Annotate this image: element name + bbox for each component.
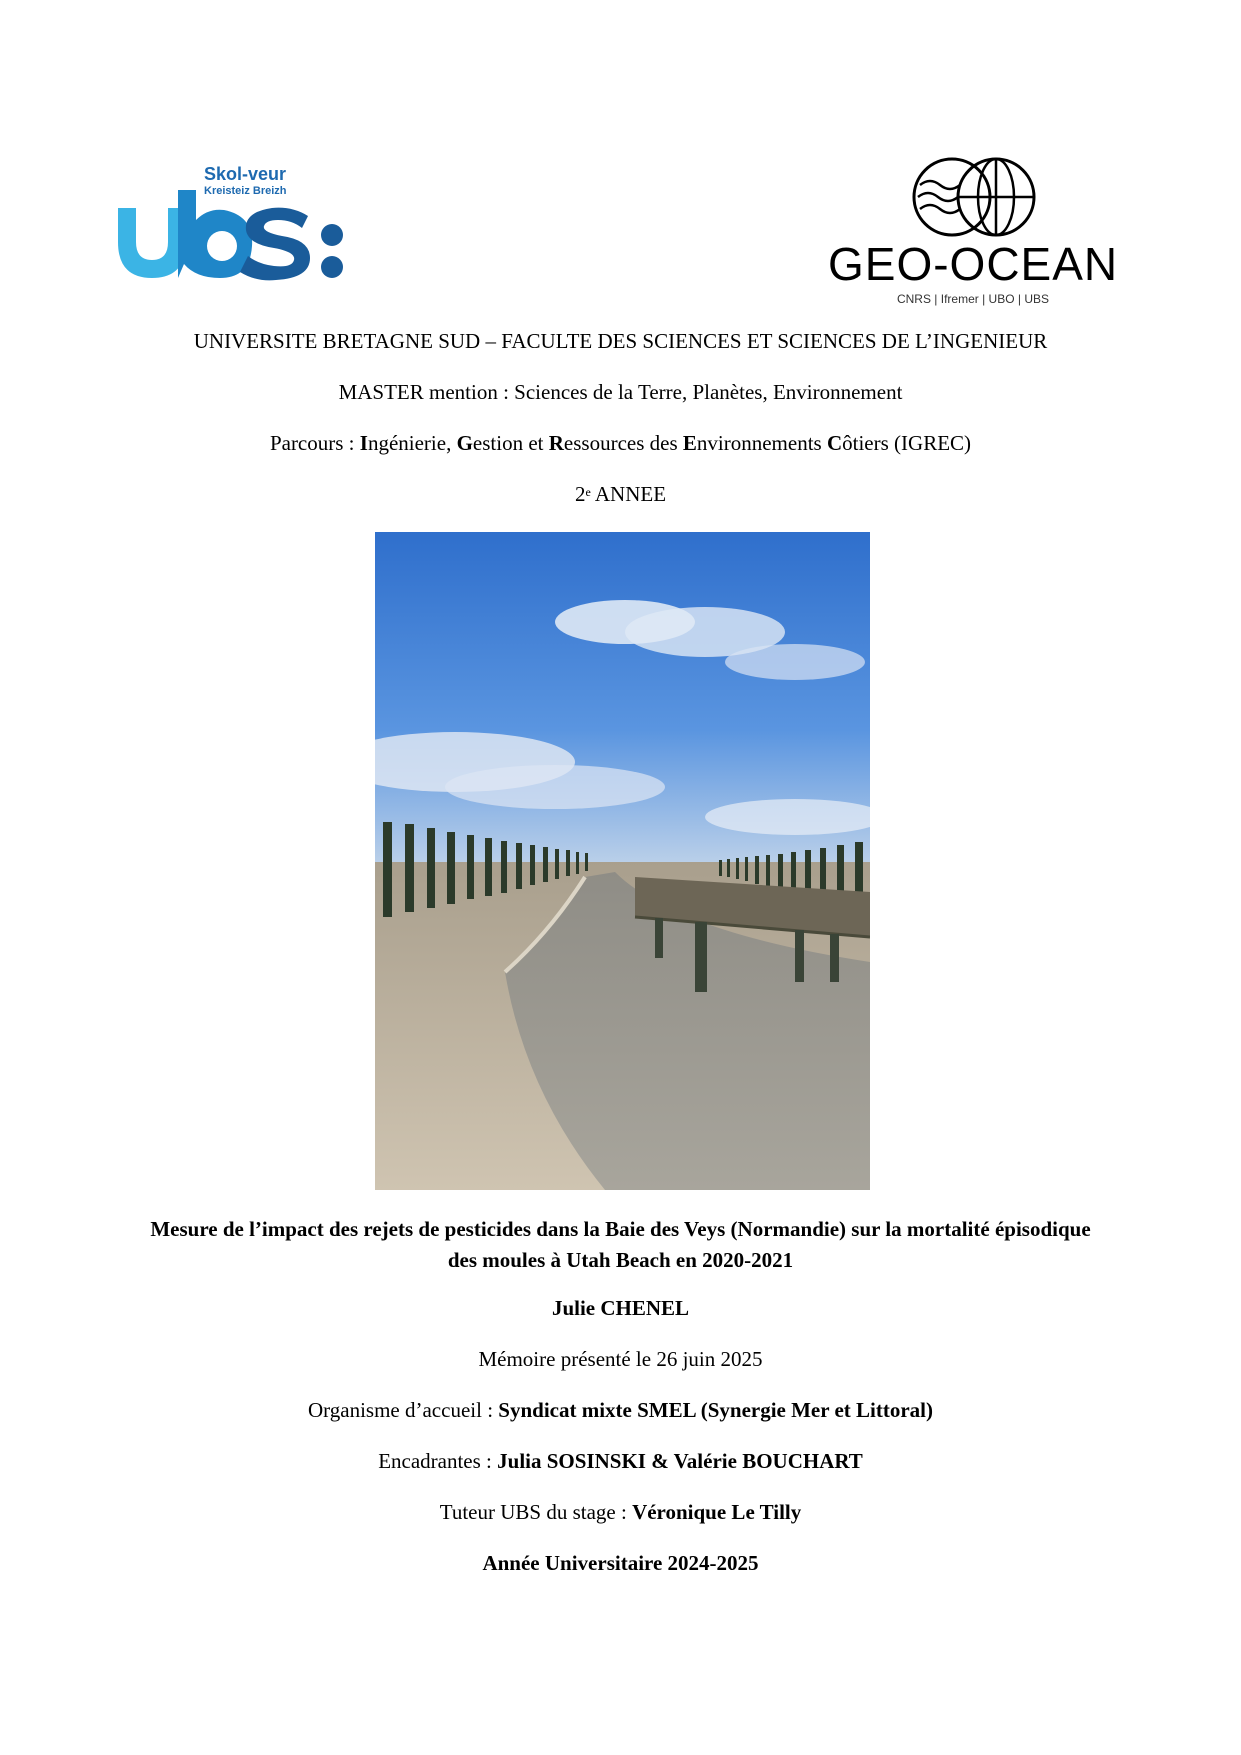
organisme-line: Organisme d’accueil : Syndicat mixte SMEL (Synergie Mer et Littoral) — [307, 1398, 933, 1422]
thesis-title-line2: des moules à Utah Beach en 2020-2021 — [447, 1248, 794, 1272]
parcours-prefix: Parcours : — [269, 431, 360, 455]
geo-ocean-globe-icon — [828, 155, 1118, 245]
memoire-date: Mémoire présenté le 26 juin 2025 — [478, 1347, 763, 1371]
cover-photo — [375, 532, 870, 1190]
ubs-logo-mark — [112, 160, 352, 290]
master-line: MASTER mention : Sciences de la Terre, Planètes, Environnement — [338, 380, 903, 404]
ubs-logo-line2: Kreisteiz Breizh — [204, 185, 287, 197]
tuteur-line: Tuteur UBS du stage : Véronique Le Tilly — [439, 1500, 802, 1524]
ubs-logo-line1: Skol-veur — [204, 164, 287, 184]
thesis-title-line1: Mesure de l’impact des rejets de pesticides dans la Baie des Veys (Normandie) sur la mortalité épisodique — [150, 1217, 1091, 1241]
author-name: Julie CHENEL — [551, 1296, 690, 1320]
university-line: UNIVERSITE BRETAGNE SUD – FACULTE DES SCIENCES ET SCIENCES DE L’INGENIEUR — [193, 329, 1048, 353]
geo-ocean-partners: CNRS | Ifremer | UBO | UBS — [896, 292, 1050, 306]
geo-ocean-wordmark: GEO-OCEAN — [828, 238, 1119, 290]
ubs-logo — [112, 160, 352, 290]
encadrantes-line: Encadrantes : Julia SOSINSKI & Valérie BOUCHART — [378, 1449, 863, 1473]
academic-year: Année Universitaire 2024-2025 — [482, 1551, 759, 1575]
geo-ocean-logo — [828, 155, 1118, 310]
year-line: 2e ANNEE — [574, 482, 667, 506]
thesis-title — [100, 1214, 1141, 1276]
parcours-line: Parcours : Ingénierie, Gestion et Ressources des Environnements Côtiers (IGREC) — [269, 431, 972, 455]
cover-photo-illustration — [375, 532, 870, 1190]
